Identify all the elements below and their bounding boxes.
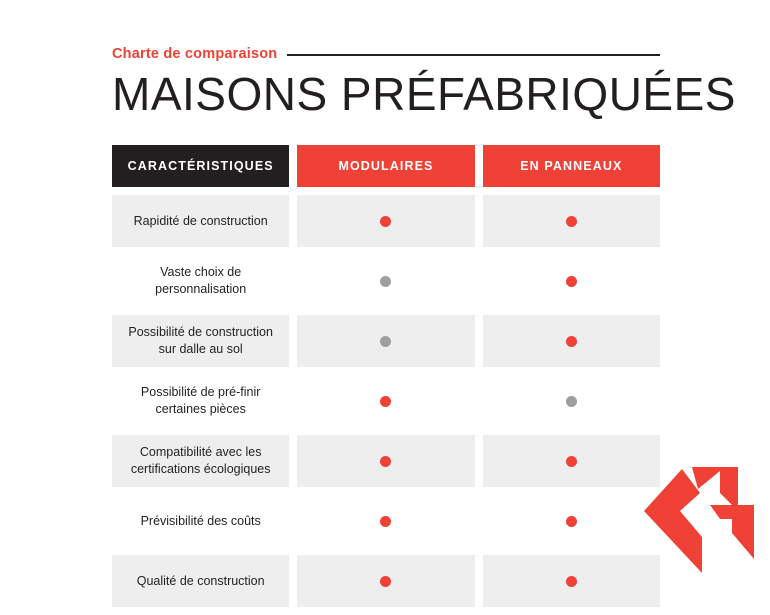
value-cell-modulaires — [297, 195, 474, 247]
arrow-logo-mark-icon — [642, 449, 762, 574]
status-dot-icon — [380, 276, 391, 287]
table-header-row — [112, 145, 660, 187]
feature-label: Rapidité de construction — [133, 213, 268, 228]
feature-cell — [112, 195, 289, 247]
feature-cell — [112, 315, 289, 367]
value-cell-panneaux — [483, 255, 660, 307]
table-row — [112, 195, 660, 247]
feature-label: Qualité de construction — [136, 573, 265, 588]
value-cell-panneaux — [483, 495, 660, 547]
value-cell-modulaires — [297, 495, 474, 547]
value-cell-modulaires — [297, 255, 474, 307]
status-dot-icon — [380, 576, 391, 587]
table-row — [112, 315, 660, 367]
feature-cell — [112, 555, 289, 607]
status-dot-icon — [566, 276, 577, 287]
feature-cell — [112, 495, 289, 547]
table-row — [112, 555, 660, 607]
value-cell-panneaux — [483, 555, 660, 607]
column-header-features — [112, 145, 289, 187]
feature-label: Vaste choix de personnalisation — [155, 265, 247, 296]
table-row — [112, 375, 660, 427]
status-dot-icon — [380, 516, 391, 527]
status-dot-icon — [566, 456, 577, 467]
status-dot-icon — [380, 396, 391, 407]
status-dot-icon — [380, 336, 391, 347]
column-header-label: MODULAIRES — [338, 159, 434, 173]
value-cell-panneaux — [483, 315, 660, 367]
table-row — [112, 495, 660, 547]
value-cell-modulaires — [297, 315, 474, 367]
status-dot-icon — [566, 336, 577, 347]
value-cell-modulaires — [297, 375, 474, 427]
feature-cell — [112, 435, 289, 487]
feature-label: Compatibilité avec les certifications écologiques — [130, 445, 271, 476]
page-header — [112, 44, 736, 120]
header-divider — [287, 54, 660, 56]
status-dot-icon — [566, 516, 577, 527]
feature-label: Prévisibilité des coûts — [140, 513, 261, 528]
status-dot-icon — [566, 216, 577, 227]
value-cell-panneaux — [483, 435, 660, 487]
value-cell-modulaires — [297, 555, 474, 607]
comparison-table — [112, 145, 660, 615]
feature-cell — [112, 375, 289, 427]
table-row — [112, 255, 660, 307]
eyebrow-label: Charte de comparaison — [112, 46, 278, 62]
value-cell-panneaux — [483, 375, 660, 427]
value-cell-panneaux — [483, 195, 660, 247]
column-header-panneaux — [483, 145, 660, 187]
status-dot-icon — [380, 456, 391, 467]
status-dot-icon — [566, 576, 577, 587]
feature-label: Possibilité de construction sur dalle au sol — [128, 325, 273, 356]
column-header-label: CARACTÉRISTIQUES — [127, 159, 274, 173]
feature-label: Possibilité de pré-finir certaines pièces — [140, 385, 261, 416]
eyebrow-row — [112, 44, 660, 64]
feature-cell — [112, 255, 289, 307]
table-row — [112, 435, 660, 487]
page-title: MAISONS PRÉFABRIQUÉES — [112, 68, 736, 120]
status-dot-icon — [566, 396, 577, 407]
column-header-modulaires — [297, 145, 474, 187]
status-dot-icon — [380, 216, 391, 227]
value-cell-modulaires — [297, 435, 474, 487]
column-header-label: EN PANNEAUX — [520, 159, 623, 173]
